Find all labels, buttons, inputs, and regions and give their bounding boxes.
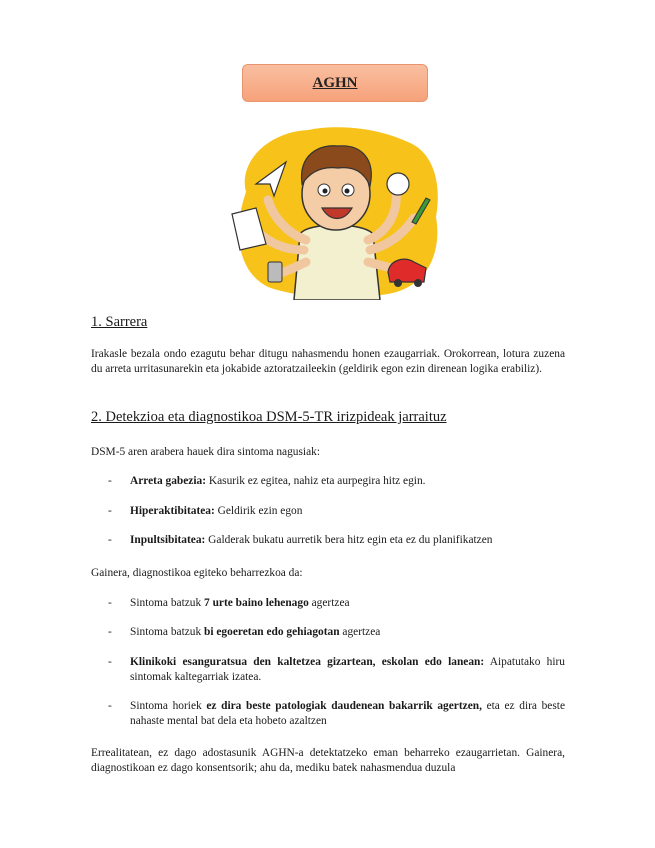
intro-paragraph: Irakasle bezala ondo ezagutu behar ditugu nahasmendu honen ezaugarriak. Orokorrean, lotura zuzena du arreta urritasunarekin eta jokabide aztoratzaileekin (geldirik egon ezin direnean logika erabiliz). bbox=[91, 348, 565, 375]
title-box bbox=[242, 64, 428, 102]
section-heading-sarrera: 1. Sarrera bbox=[91, 314, 148, 330]
phone-icon bbox=[268, 262, 282, 282]
closing-paragraph: Errealitatean, ez dago adostasunik AGHN-a detektatzeko eman beharreko ezaugarrietan. Gainera, diagnostikoan ez dago konsentsorik; ahu da, mediku batek nahasmendua duzula bbox=[91, 747, 565, 774]
section-heading-detection: 2. Detekzioa eta diagnostikoa DSM-5-TR irizpideak jarraituz bbox=[91, 409, 447, 425]
paper-ball-icon bbox=[387, 173, 409, 195]
page-title: AGHN bbox=[312, 74, 358, 91]
multitasking-child-illustration bbox=[228, 122, 444, 300]
criteria-intro: Gainera, diagnostikoa egiteko beharrezkoa da: bbox=[91, 567, 303, 579]
symptoms-intro: DSM-5 aren arabera hauek dira sintoma nagusiak: bbox=[91, 446, 320, 458]
